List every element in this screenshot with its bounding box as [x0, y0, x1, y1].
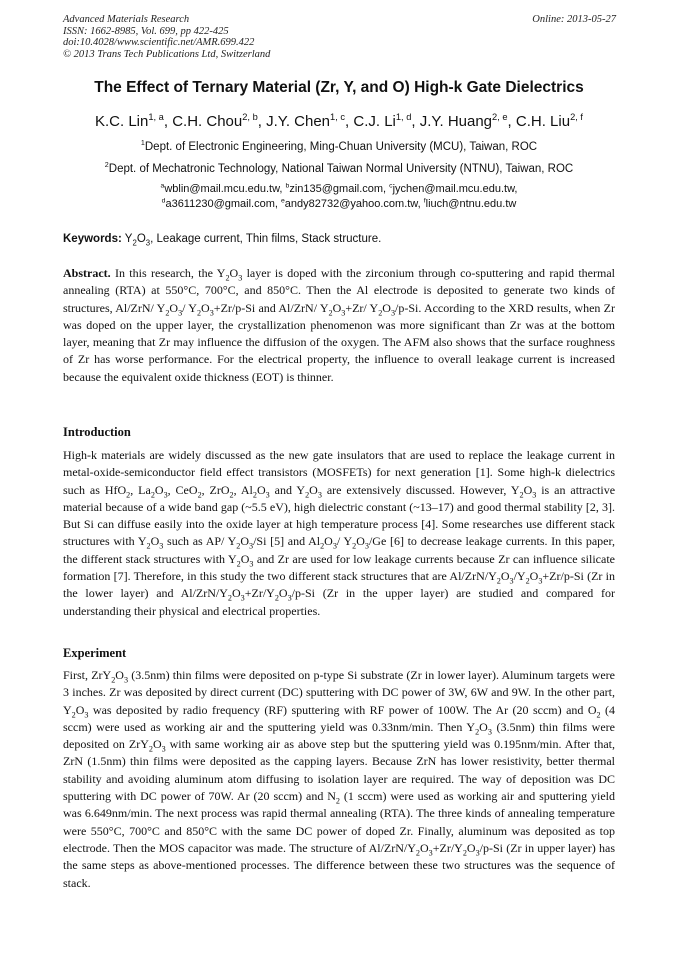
introduction-heading: Introduction [63, 425, 131, 439]
affiliation-2 [30, 163, 648, 175]
author-name: K.C. Lin [94, 113, 149, 130]
email-mark: b [285, 182, 290, 190]
email-address: a3611230@gmail.com, [165, 198, 281, 210]
keywords-label: Keywords: [63, 233, 122, 245]
email-address: liuch@ntnu.edu.tw [425, 198, 517, 210]
keywords [63, 233, 382, 248]
author-name: C.H. Chou [172, 113, 243, 130]
affiliation-number: 2 [104, 161, 109, 170]
copyright-line: © 2013 Trans Tech Publications Ltd, Switzerland [63, 48, 271, 60]
experiment-paragraph: First, $ZrY_2O_3$ (3.5nm) thin films were deposited on p-type Si substrate (Zr in lower layer). Aluminum targets were 3 inches. Zr was deposited by direct current (DC) sputtering with DC power of 3W, 6W and 9W. In the other part, $Y_2O_3$ was deposited by radio frequency (RF) sputtering with RF power of 100W. The Ar (20 sccm) and $O_2$ (4 sccm) were used as working air and the sputtering yield was 0.33nm/min. Then $Y_2O_3$ (3.5nm) thin films were deposited on $ZrY_2O_3$ with same working air as above step but the sputtering yield was 0.195nm/min. After that, ZrN (1.5nm) thin films were deposited as the capping layers. Because ZrN has lower resistivity, better thermal stability and avoiding aluminum atom diffusing to isolation layer are required. The way of deposition was DC sputtering with DC power of 70W. Ar (20 sccm) and $N_2$ (1 sccm) were used as working air and sputtering yield was 6.649nm/min. The next process was rapid thermal annealing (RTA). The three kinds of annealing temperature were 550°C, 700°C and 850°C with the same DC power of doped Zr. Finally, aluminum was deposited as top electrode. Then the MOS capacitor was made. The structure of $Al/ZrN/Y_2O_3+Zr/Y_2O_3/p-Si$ (Zr in upper layer) has the same steps as above-mentioned processes. The difference between these two structures was the sequence of stack. [63, 668, 616, 890]
keywords-text: $Y_2O_3$, Leakage current, Thin films, Stack structure. [124, 233, 382, 248]
author-affiliation-mark: 2, e [492, 112, 508, 122]
author-affiliation-mark: 2, f [570, 112, 583, 122]
author-list: K.C. Lin$^{1, a}$, C.H. Chou$^{2, b}$, J.Y. Chen$^{1, c}$, C.J. Li$^{1, d}$, J.Y. Huang$^{2, e}$, C.H. Liu$^{2, f}$ [94, 112, 583, 130]
email-mark: d [161, 197, 166, 205]
affiliation-text: Dept. of Mechatronic Technology, National Taiwan Normal University (NTNU), Taiwan, ROC [108, 163, 574, 175]
introduction-paragraph: High-k materials are widely discussed as the new gate insulators that are used to replace the leakage current in metal-oxide-semiconductor field effect transistors (MOSFETs) for next generation [1]. Some high-k dielectrics such as HfO$_2$, $La_2O_3$, CeO$_2$, ZrO$_2$, $Al_2O_3$ and $Y_2O_3$ are extensively discussed. However, $Y_2O_3$ is an attractive material because of a wide band gap (~5.5 eV), high dielectric constant (~13–17) and good thermal stability [2, 3]. But Si can diffuse easily into the oxide layer at high temperature process [4]. Some researches use different stack structures with $Y_2O_3$ such as AP/ $Y_2O_3/Si$ [5] and $Al_2O_3/$ $Y_2O_3/Ge$ [6] to decrease leakage currents. In this paper, the different stack structures with $Y_2O_3$ and Zr are used for low leakage currents because Zr can influence silicate formation [7]. Therefore, in this study the two different stack structures that are $Al/ZrN/Y_2O_3/Y_2O_3+Zr/p-Si$ (Zr in the lower layer) and $Al/ZrN/Y_2O_3+Zr/Y_2O_3/p-Si$ (Zr in the upper layer) are studied and compared for understanding their physical and electrical properties. [63, 448, 616, 618]
author-affiliation-mark: 2, b [242, 112, 258, 122]
email-address: zin135@gmail.com, [289, 183, 390, 195]
email-line-2 [30, 198, 648, 210]
author-name: C.J. Li [353, 113, 396, 130]
abstract-text: In this research, the $Y_2O_3$ layer is doped with the zirconium through co-sputtering and rapid thermal annealing (RTA) at 550°C, 700°C, and 850°C. Then the Al electrode is deposited to generate two kinds of structures, Al/ZrN/ $Y_2O_3/$ $Y_2O_3+Zr/p-Si$ and Al/ZrN/ $Y_2O_3+Zr/$ $Y_2O_3/p-Si$. According to the XRD results, when Zr was doped on the upper layer, the crystallization phenomenon was more significant than Zr was at the bottom layer, meaning that Zr may influence the diffusion of the oxygen. The AFM also shows that the surface roughness of Zr has worse performance. For the electrical property, the influence to overall leakage current is increased because the equivalent oxide thickness (EOT) is thinner. [63, 266, 615, 384]
author-name: C.H. Liu [515, 113, 571, 130]
author-affiliation-mark: 1, c [330, 112, 346, 122]
paper-title: The Effect of Ternary Material (Zr, Y, and O) High-k Gate Dielectrics [94, 79, 584, 96]
affiliation-number: 1 [140, 139, 145, 148]
email-mark: f [423, 197, 426, 205]
author-affiliation-mark: 1, a [148, 112, 164, 122]
author-name: J.Y. Huang [419, 113, 493, 130]
email-mark: a [160, 182, 165, 190]
email-address: jychen@mail.mcu.edu.tw, [392, 183, 518, 195]
email-mark: e [280, 197, 285, 205]
email-address: wblin@mail.mcu.edu.tw, [164, 183, 286, 195]
journal-meta [63, 14, 270, 60]
author-affiliation-mark: 1, d [395, 112, 412, 122]
online-date: Online: 2013-05-27 [532, 14, 616, 25]
affiliation-text: Dept. of Electronic Engineering, Ming-Chuan University (MCU), Taiwan, ROC [144, 141, 538, 153]
email-line-1 [30, 183, 648, 195]
experiment-heading: Experiment [63, 646, 127, 660]
email-address: andy82732@yahoo.com.tw, [284, 198, 424, 210]
doi-line: doi:10.4028/www.scientific.net/AMR.699.422 [63, 37, 255, 48]
email-mark: c [389, 182, 393, 190]
abstract-label: Abstract. [63, 266, 111, 280]
affiliation-1 [30, 141, 648, 153]
abstract-paragraph [63, 265, 615, 386]
author-name: J.Y. Chen [266, 113, 331, 130]
issn-line: ISSN: 1662-8985, Vol. 699, pp 422-425 [63, 25, 229, 37]
journal-name: Advanced Materials Research [63, 14, 190, 25]
